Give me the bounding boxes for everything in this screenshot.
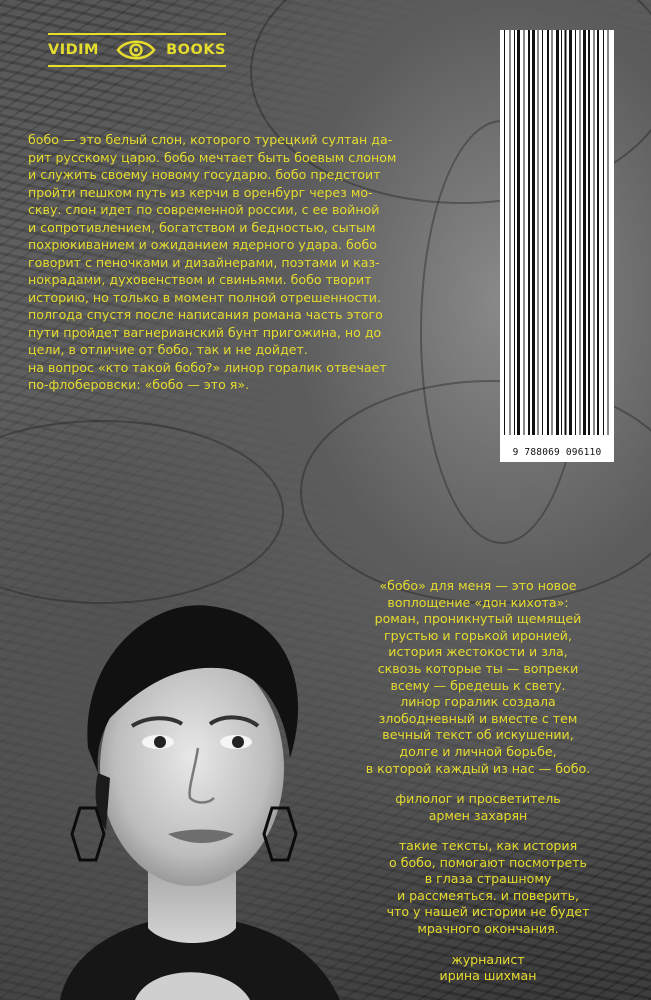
quote-line: роман, проникнутый щемящей	[374, 611, 582, 627]
blurb-line: похрюкиванием и ожиданием ядерного удара. бобо	[28, 237, 377, 252]
quote-line: сквозь которые ты — вопреки	[377, 660, 579, 676]
quote-line: «бобо» для меня — это новое	[379, 578, 577, 593]
barcode-bar	[517, 30, 520, 435]
quote-line: грустью и горькой иронией,	[383, 627, 572, 643]
logo-word-books: BOOKS	[166, 42, 226, 58]
barcode-bar	[583, 30, 586, 435]
quote-author-role: журналист	[451, 951, 525, 967]
skin-fold	[0, 420, 284, 604]
barcode-bar	[542, 30, 543, 435]
barcode-bar	[514, 30, 515, 435]
quote-line: в глаза страшному	[424, 871, 552, 887]
barcode-bar	[594, 30, 595, 435]
isbn-digits: 9 788069 096110	[512, 447, 602, 458]
barcode-bar	[603, 30, 604, 435]
quote-author-name: ирина шихман	[439, 968, 537, 984]
quote-line: что у нашей истории не будет	[386, 904, 590, 920]
blurb-line: рит русскому царю. бобо мечтает быть боевым слоном	[28, 149, 397, 165]
publisher-logo	[48, 33, 226, 67]
eye-icon	[116, 37, 156, 63]
logo-rule-bottom	[48, 65, 226, 67]
barcode-bar	[528, 30, 530, 435]
quote-line: линор горалик создала	[400, 694, 556, 710]
blurb-line: по-флоберовски: «бобо — это я».	[28, 377, 250, 392]
quote-author-name: армен захарян	[428, 807, 528, 823]
quote-line: и рассмеяться. и поверить,	[396, 887, 580, 903]
barcode-bar	[580, 30, 581, 435]
barcode-bar	[575, 30, 576, 435]
quote-author-role: филолог и просветитель	[395, 791, 561, 807]
barcode-bar	[588, 30, 590, 435]
barcode-bar	[597, 30, 599, 435]
barcode-bar	[552, 30, 553, 435]
blurb-line: и сопротивлением, богатством и бедностью, сытым	[28, 219, 376, 235]
logo-word-vidim: VIDIM	[48, 42, 99, 58]
quote-line: о бобо, помогают посмотреть	[389, 854, 587, 870]
barcode-bar	[504, 30, 505, 435]
barcode-bar	[556, 30, 559, 435]
quote-line: вечный текст об искушении,	[382, 727, 574, 743]
review-quote-1	[338, 578, 618, 824]
quote-line: в которой каждый из нас — бобо.	[365, 760, 591, 776]
barcode-bar	[510, 30, 511, 435]
blurb-line: историю, но только в момент полной отрешенности.	[28, 289, 381, 305]
blurb-line: полгода спустя после написания романа часть этого	[28, 307, 383, 322]
quote-line: долге и личной борьбе,	[399, 743, 557, 759]
review-quote-2	[358, 838, 618, 985]
barcode-bar	[608, 30, 609, 435]
author-portrait	[40, 598, 340, 1000]
blurb-line: бобо — это белый слон, которого турецкий султан да-	[28, 132, 393, 147]
book-blurb	[28, 131, 488, 394]
barcode-bar	[547, 30, 549, 435]
quote-line: такие тексты, как история	[398, 838, 578, 853]
blurb-line: нокрадами, духовенством и свиньями. бобо творит	[28, 272, 372, 287]
blurb-line: и служить своему новому государю. бобо предстоит	[28, 167, 381, 182]
quote-line: злободневный и вместе с тем	[378, 710, 578, 726]
barcode-bar	[561, 30, 562, 435]
barcode-bar	[524, 30, 525, 435]
quote-line: воплощение «дон кихота»:	[387, 594, 569, 610]
barcode-bar	[538, 30, 539, 435]
blurb-line: говорит с пеночками и дизайнерами, поэтами и каз-	[28, 254, 380, 270]
barcode-bars	[500, 30, 614, 442]
barcode-bar	[569, 30, 572, 435]
blurb-line: на вопрос «кто такой бобо?» линор горалик отвечает	[28, 359, 387, 375]
blurb-line: пройти пешком путь из керчи в оренбург через мо-	[28, 184, 373, 200]
barcode-bar	[532, 30, 535, 435]
quote-line: всему — бредешь к свету.	[390, 677, 566, 693]
blurb-line: скву. слон идет по современной россии, с ее войной	[28, 202, 380, 217]
quote-line: мрачного окончания.	[417, 920, 559, 936]
barcode-bar	[565, 30, 567, 435]
logo-rule-top	[48, 33, 226, 35]
blurb-line: пути пройдет вагнерианский бунт пригожина, но до	[28, 324, 382, 340]
isbn-barcode	[500, 30, 614, 462]
quote-line: история жестокости и зла,	[388, 644, 568, 660]
blurb-line: цели, в отличие от бобо, так и не дойдет.	[28, 342, 308, 357]
